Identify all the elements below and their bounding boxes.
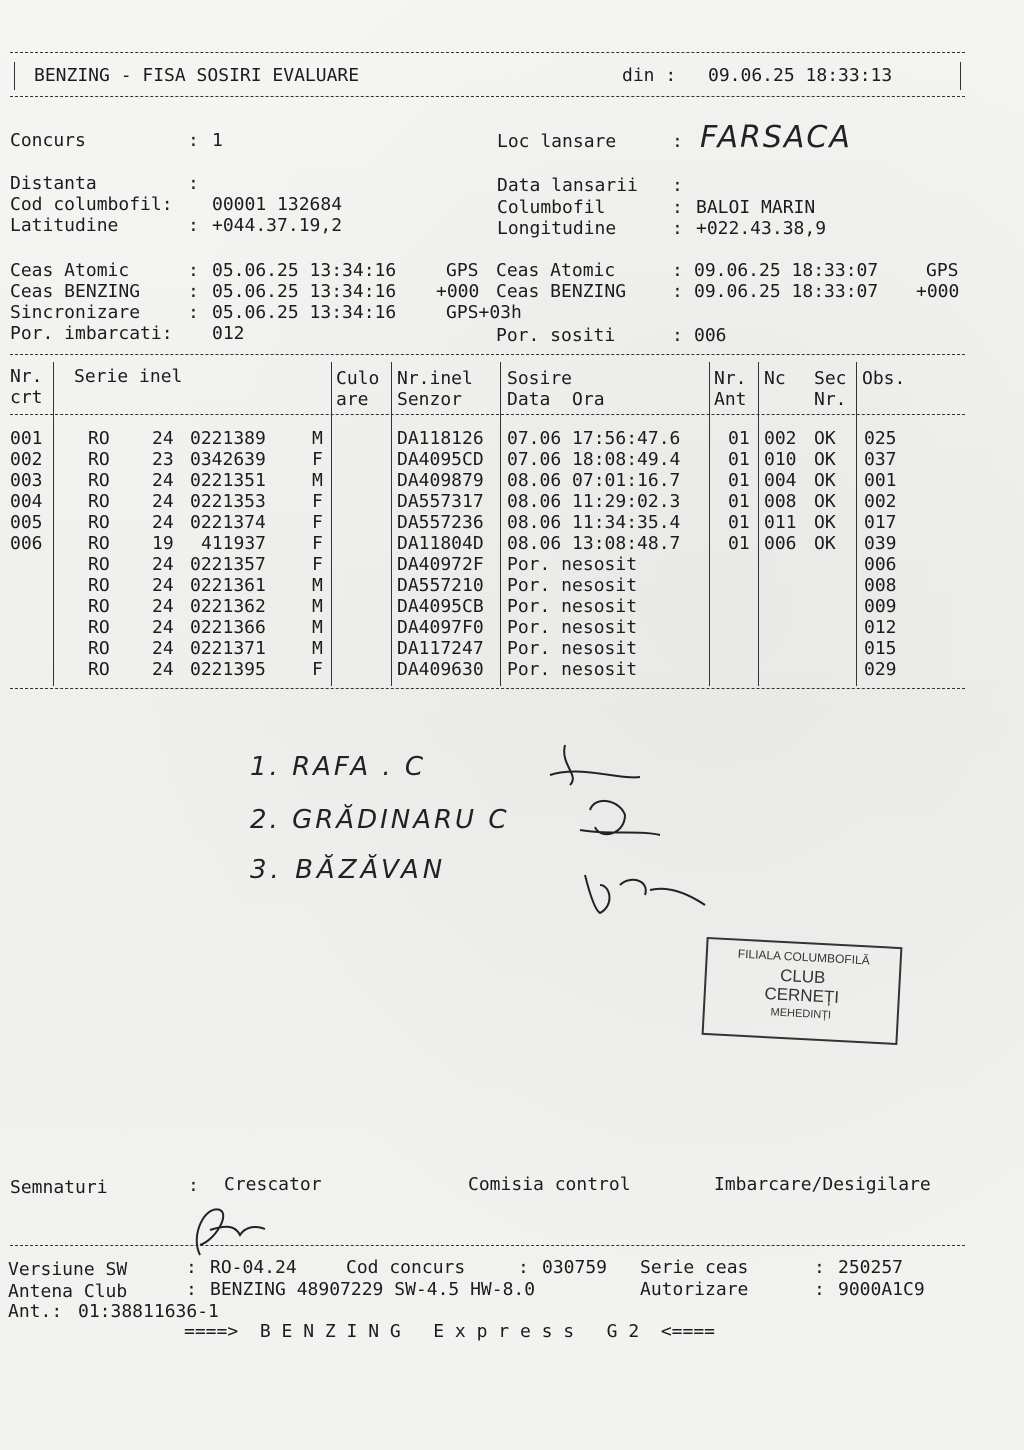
row-tara: RO	[88, 659, 110, 680]
colon: :	[188, 302, 199, 323]
ceas-atomic-1: 05.06.25 13:34:16	[212, 260, 397, 281]
columbofil-value: BALOI MARIN	[696, 197, 816, 218]
colon: :	[188, 1175, 199, 1196]
stamp-line-3: CERNEȚI	[764, 984, 840, 1007]
row-sec: OK	[814, 533, 836, 554]
row-sex: F	[312, 449, 323, 470]
row-inel: 0221351	[190, 470, 266, 491]
row-senzor: DA118126	[397, 428, 484, 449]
header-nc: Nc	[764, 368, 786, 389]
col-sep	[500, 362, 501, 686]
row-obs: 008	[864, 575, 897, 596]
row-sosire: 08.06 11:34:35.4	[507, 512, 681, 533]
row-sec: OK	[814, 470, 836, 491]
row-an: 24	[152, 470, 174, 491]
row-inel: 0221366	[190, 617, 266, 638]
ceas-benzing-1-suffix: +000	[436, 281, 480, 302]
sositi-value: 006	[694, 325, 727, 346]
row-nc: 002	[764, 428, 797, 449]
col-sep	[709, 362, 710, 686]
row-inel: 0221374	[190, 512, 266, 533]
cod-concurs-label: Cod concurs	[346, 1257, 466, 1278]
ant-value: 01:38811636-1	[78, 1301, 219, 1322]
row-inel: 411937	[201, 533, 267, 554]
distanta-label: Distanta	[10, 173, 97, 194]
sincronizare-value: 05.06.25 13:34:16	[212, 302, 397, 323]
row-an: 23	[152, 449, 174, 470]
row-sosire: Por. nesosit	[507, 554, 638, 575]
row-an: 24	[152, 554, 174, 575]
row-obs: 001	[864, 470, 897, 491]
row-an: 24	[152, 428, 174, 449]
versiune-label: Versiune SW	[8, 1259, 128, 1280]
ceas-benzing-1: 05.06.25 13:34:16	[212, 281, 397, 302]
row-an: 24	[152, 659, 174, 680]
row-an: 24	[152, 575, 174, 596]
serie-ceas-label: Serie ceas	[640, 1257, 749, 1278]
row-inel: 0342639	[190, 449, 266, 470]
ant-label: Ant.:	[8, 1301, 63, 1322]
ceas-atomic-1-suffix: GPS	[446, 260, 479, 281]
row-sosire: 08.06 07:01:16.7	[507, 470, 681, 491]
data-lansarii-label: Data lansarii	[497, 175, 638, 196]
row-obs: 029	[864, 659, 897, 680]
row-tara: RO	[88, 428, 110, 449]
colon: :	[188, 215, 199, 236]
row-sosire: Por. nesosit	[507, 659, 638, 680]
table-header-rule	[10, 414, 965, 415]
row-ant: 01	[728, 512, 750, 533]
colon: :	[672, 175, 683, 196]
header-serie-inel: Serie inel	[74, 366, 183, 387]
row-nc: 004	[764, 470, 797, 491]
ceas-benzing-label: Ceas BENZING	[10, 281, 141, 302]
colon: :	[672, 131, 683, 152]
loc-lansare-label: Loc lansare	[497, 131, 617, 152]
row-sex: M	[312, 470, 323, 491]
row-sex: M	[312, 638, 323, 659]
din-value: 09.06.25 18:33:13	[708, 65, 893, 86]
row-ant: 01	[728, 470, 750, 491]
ceas-atomic-2-suffix: GPS	[926, 260, 959, 281]
row-sex: F	[312, 512, 323, 533]
title-left-bar	[14, 62, 15, 90]
row-senzor: DA409879	[397, 470, 484, 491]
comisia-control-label: Comisia control	[468, 1174, 631, 1195]
row-sosire: Por. nesosit	[507, 596, 638, 617]
row-ant: 01	[728, 449, 750, 470]
ceas-atomic-label-2: Ceas Atomic	[496, 260, 616, 281]
row-sex: M	[312, 596, 323, 617]
row-tara: RO	[88, 617, 110, 638]
row-tara: RO	[88, 470, 110, 491]
row-tara: RO	[88, 449, 110, 470]
row-obs: 002	[864, 491, 897, 512]
row-senzor: DA409630	[397, 659, 484, 680]
row-sex: F	[312, 554, 323, 575]
row-senzor: DA4095CD	[397, 449, 484, 470]
sincronizare-suffix: GPS+03h	[446, 302, 522, 323]
row-sosire: Por. nesosit	[507, 575, 638, 596]
stamp-line-1: FILIALA COLUMBOFILĂ	[737, 946, 871, 968]
ceas-atomic-label: Ceas Atomic	[10, 260, 130, 281]
row-sosire: Por. nesosit	[507, 617, 638, 638]
col-sep	[856, 362, 857, 686]
row-sex: M	[312, 428, 323, 449]
crescator-label: Crescator	[224, 1174, 322, 1195]
row-an: 24	[152, 617, 174, 638]
header-data-ora: Data Ora	[507, 389, 605, 410]
sositi-label: Por. sositi	[496, 325, 616, 346]
row-ant: 01	[728, 428, 750, 449]
signature-stroke	[197, 1209, 265, 1255]
title-top-border	[10, 52, 965, 53]
imbarcati-value: 012	[212, 323, 245, 344]
document-title: BENZING - FISA SOSIRI EVALUARE	[34, 65, 360, 86]
header-ant: Ant	[714, 389, 747, 410]
row-senzor: DA557317	[397, 491, 484, 512]
row-tara: RO	[88, 533, 110, 554]
header-crt: crt	[10, 387, 43, 408]
row-senzor: DA40972F	[397, 554, 484, 575]
row-obs: 006	[864, 554, 897, 575]
colon: :	[186, 1257, 197, 1278]
title-bottom-border	[10, 96, 965, 97]
row-tara: RO	[88, 491, 110, 512]
colon: :	[188, 281, 199, 302]
antena-value: BENZING 48907229 SW-4.5 HW-8.0	[210, 1279, 536, 1300]
row-inel: 0221389	[190, 428, 266, 449]
handwritten-line-3: 3. BĂZĂVAN	[250, 855, 447, 885]
row-senzor: DA4095CB	[397, 596, 484, 617]
autorizare-value: 9000A1C9	[838, 1279, 925, 1300]
longitudine-value: +022.43.38,9	[696, 218, 827, 239]
row-tara: RO	[88, 575, 110, 596]
row-sex: M	[312, 617, 323, 638]
signature-mark-1	[550, 745, 640, 785]
row-sosire: Por. nesosit	[507, 638, 638, 659]
signature-scribbles	[540, 735, 720, 925]
header-sec-nr: Nr.	[814, 389, 847, 410]
din-label: din :	[622, 65, 677, 86]
colon: :	[672, 197, 683, 218]
row-an: 19	[152, 533, 174, 554]
row-tara: RO	[88, 512, 110, 533]
title-right-bar	[960, 62, 961, 90]
colon: :	[188, 173, 199, 194]
benzing-banner: ====> B E N Z I N G E x p r e s s G 2 <====	[184, 1321, 716, 1342]
crescator-signature	[180, 1195, 270, 1265]
row-obs: 012	[864, 617, 897, 638]
row-inel: 0221361	[190, 575, 266, 596]
row-tara: RO	[88, 638, 110, 659]
row-an: 24	[152, 491, 174, 512]
row-sosire: 08.06 11:29:02.3	[507, 491, 681, 512]
handwritten-line-1: 1. RAFA . C	[250, 752, 427, 782]
row-obs: 015	[864, 638, 897, 659]
header-nr-inel: Nr.inel	[397, 368, 473, 389]
header-nr: Nr.	[10, 366, 43, 387]
imbarcati-label: Por. imbarcati:	[10, 323, 173, 344]
row-inel: 0221353	[190, 491, 266, 512]
versiune-value: RO-04.24	[210, 1257, 297, 1278]
cod-columbofil-label: Cod columbofil:	[10, 194, 173, 215]
row-nr: 004	[10, 491, 43, 512]
ceas-benzing-label-2: Ceas BENZING	[496, 281, 627, 302]
header-obs: Obs.	[862, 368, 906, 389]
colon: :	[188, 130, 199, 151]
row-senzor: DA117247	[397, 638, 484, 659]
cod-concurs-value: 030759	[542, 1257, 608, 1278]
concurs-value: 1	[212, 130, 223, 151]
colon: :	[672, 281, 683, 302]
antena-label: Antena Club	[8, 1281, 128, 1302]
row-sosire: 08.06 13:08:48.7	[507, 533, 681, 554]
header-sec: Sec	[814, 368, 847, 389]
row-senzor: DA557236	[397, 512, 484, 533]
row-inel: 0221371	[190, 638, 266, 659]
row-obs: 039	[864, 533, 897, 554]
ceas-atomic-2: 09.06.25 18:33:07	[694, 260, 879, 281]
col-sep	[391, 362, 392, 686]
row-senzor: DA11804D	[397, 533, 484, 554]
imbarcare-label: Imbarcare/Desigilare	[714, 1174, 931, 1195]
colon: :	[518, 1257, 529, 1278]
row-obs: 025	[864, 428, 897, 449]
header-senzor: Senzor	[397, 389, 463, 410]
colon: :	[814, 1257, 825, 1278]
row-ant: 01	[728, 491, 750, 512]
autorizare-label: Autorizare	[640, 1279, 749, 1300]
handwritten-line-2: 2. GRĂDINARU C	[250, 805, 510, 835]
row-an: 24	[152, 638, 174, 659]
row-obs: 037	[864, 449, 897, 470]
colon: :	[186, 1279, 197, 1300]
row-sosire: 07.06 18:08:49.4	[507, 449, 681, 470]
row-nc: 011	[764, 512, 797, 533]
header-are: are	[336, 389, 369, 410]
latitudine-label: Latitudine	[10, 215, 119, 236]
row-sec: OK	[814, 449, 836, 470]
row-inel: 0221362	[190, 596, 266, 617]
row-an: 24	[152, 512, 174, 533]
serie-ceas-value: 250257	[838, 1257, 904, 1278]
concurs-label: Concurs	[10, 130, 86, 151]
row-sex: F	[312, 491, 323, 512]
col-sep	[331, 362, 332, 686]
row-nc: 010	[764, 449, 797, 470]
colon: :	[672, 218, 683, 239]
row-inel: 0221357	[190, 554, 266, 575]
row-nr: 003	[10, 470, 43, 491]
row-nr: 002	[10, 449, 43, 470]
header-culo: Culo	[336, 368, 380, 389]
row-senzor: DA557210	[397, 575, 484, 596]
row-obs: 009	[864, 596, 897, 617]
cod-columbofil-value: 00001 132684	[212, 194, 343, 215]
row-ant: 01	[728, 533, 750, 554]
stamp-line-4: MEHEDINȚI	[770, 1006, 832, 1022]
row-nc: 006	[764, 533, 797, 554]
row-tara: RO	[88, 596, 110, 617]
longitudine-label: Longitudine	[497, 218, 617, 239]
row-sec: OK	[814, 512, 836, 533]
colon: :	[672, 260, 683, 281]
row-sex: F	[312, 533, 323, 554]
signature-mark-3	[585, 875, 705, 913]
row-senzor: DA4097F0	[397, 617, 484, 638]
signature-mark-2	[580, 801, 660, 835]
footer-rule	[10, 1245, 965, 1246]
latitudine-value: +044.37.19,2	[212, 215, 343, 236]
col-sep	[758, 362, 759, 686]
row-nr: 001	[10, 428, 43, 449]
row-an: 24	[152, 596, 174, 617]
row-sex: M	[312, 575, 323, 596]
colon: :	[814, 1279, 825, 1300]
table-top-rule	[10, 354, 965, 355]
row-tara: RO	[88, 554, 110, 575]
semnaturi-label: Semnaturi	[10, 1177, 108, 1198]
table-bottom-rule	[10, 688, 965, 689]
ceas-benzing-2: 09.06.25 18:33:07	[694, 281, 879, 302]
row-obs: 017	[864, 512, 897, 533]
row-nc: 008	[764, 491, 797, 512]
row-inel: 0221395	[190, 659, 266, 680]
row-sec: OK	[814, 491, 836, 512]
ceas-benzing-2-suffix: +000	[916, 281, 960, 302]
header-nr-ant: Nr.	[714, 368, 747, 389]
stamp-line-2: CLUB	[779, 965, 826, 988]
loc-lansare-value: FARSACA	[700, 120, 852, 155]
header-sosire: Sosire	[507, 368, 573, 389]
columbofil-label: Columbofil	[497, 197, 606, 218]
row-nr: 005	[10, 512, 43, 533]
row-sec: OK	[814, 428, 836, 449]
row-sex: F	[312, 659, 323, 680]
col-sep	[53, 362, 54, 686]
sincronizare-label: Sincronizare	[10, 302, 141, 323]
colon: :	[672, 325, 683, 346]
row-nr: 006	[10, 533, 43, 554]
colon: :	[188, 260, 199, 281]
club-stamp	[702, 937, 903, 1045]
row-sosire: 07.06 17:56:47.6	[507, 428, 681, 449]
